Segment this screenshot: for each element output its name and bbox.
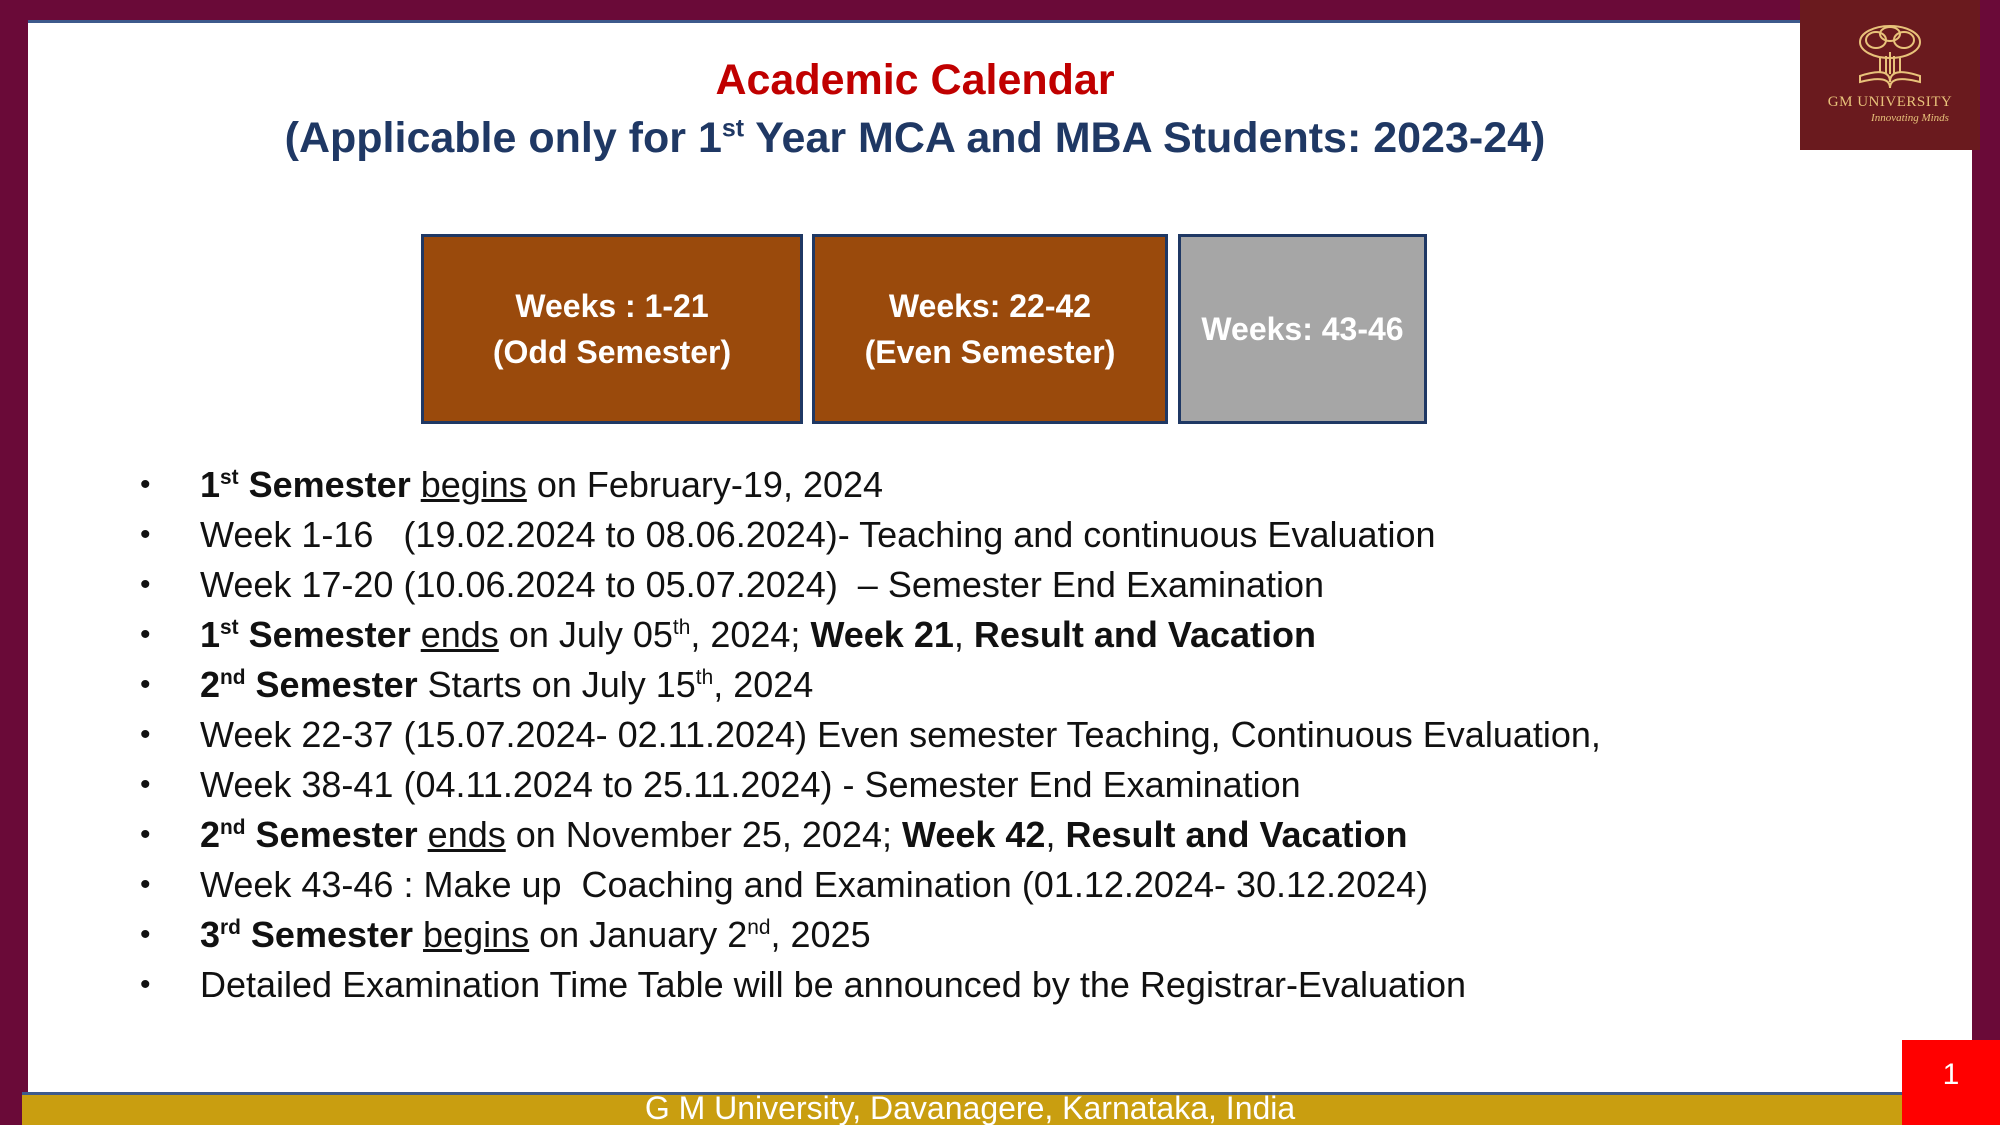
makeup-weeks-box: [1178, 234, 1427, 424]
list-item: • 2nd Semester ends on November 25, 2024; Week 42, Result and Vacation: [140, 810, 1740, 860]
even-semester-label: (Even Semester): [864, 334, 1116, 370]
bullet-icon: •: [140, 918, 151, 951]
list-item: • Week 43-46 : Make up Coaching and Examination (01.12.2024- 30.12.2024): [140, 860, 1740, 910]
list-item: • 1st Semester ends on July 05th, 2024; Week 21, Result and Vacation: [140, 610, 1740, 660]
list-item: • 3rd Semester begins on January 2nd, 2025: [140, 910, 1740, 960]
bullet-icon: •: [140, 718, 151, 751]
bullet-icon: •: [140, 468, 151, 501]
even-semester-box: [812, 234, 1168, 424]
list-item: • 2nd Semester Starts on July 15th, 2024: [140, 660, 1740, 710]
list-item: • Detailed Examination Time Table will be announced by the Registrar-Evaluation: [140, 960, 1740, 1010]
list-item: • Week 1-16 (19.02.2024 to 08.06.2024)- Teaching and continuous Evaluation: [140, 510, 1740, 560]
calendar-bullet-list: [140, 460, 1740, 1010]
odd-semester-weeks: Weeks : 1-21: [515, 288, 709, 324]
right-frame-bar: [1972, 0, 2000, 1045]
bullet-icon: •: [140, 668, 151, 701]
bullet-icon: •: [140, 768, 151, 801]
page-number-badge: 1: [1902, 1040, 2000, 1125]
page-title: Academic Calendar: [715, 56, 1115, 104]
list-item: • Week 22-37 (15.07.2024- 02.11.2024) Even semester Teaching, Continuous Evaluation,: [140, 710, 1740, 760]
makeup-weeks: Weeks: 43-46: [1201, 311, 1404, 347]
bullet-icon: •: [140, 568, 151, 601]
top-frame-bar: [0, 0, 2000, 22]
bullet-icon: •: [140, 618, 151, 651]
list-item: • Week 17-20 (10.06.2024 to 05.07.2024) – Semester End Examination: [140, 560, 1740, 610]
list-item: • 1st Semester begins on February-19, 2024: [140, 460, 1740, 510]
left-frame-bar: [0, 0, 28, 1125]
footer-text: G M University, Davanagere, Karnataka, India: [644, 1090, 1296, 1126]
banyan-tree-book-icon: [1850, 22, 1930, 92]
bullet-icon: •: [140, 868, 151, 901]
top-frame-rule: [26, 20, 1801, 23]
bullet-icon: •: [140, 818, 151, 851]
even-semester-weeks: Weeks: 22-42: [888, 288, 1092, 324]
bullet-icon: •: [140, 968, 151, 1001]
logo-name: GM UNIVERSITY: [1827, 94, 1953, 110]
page-subtitle: (Applicable only for 1st Year MCA and MBA Students: 2023-24): [284, 114, 1546, 162]
list-item: • Week 38-41 (04.11.2024 to 25.11.2024) - Semester End Examination: [140, 760, 1740, 810]
odd-semester-box: [421, 234, 803, 424]
odd-semester-label: (Odd Semester): [492, 334, 732, 370]
bullet-icon: •: [140, 518, 151, 551]
logo-tagline: Innovating Minds: [1871, 112, 1949, 124]
